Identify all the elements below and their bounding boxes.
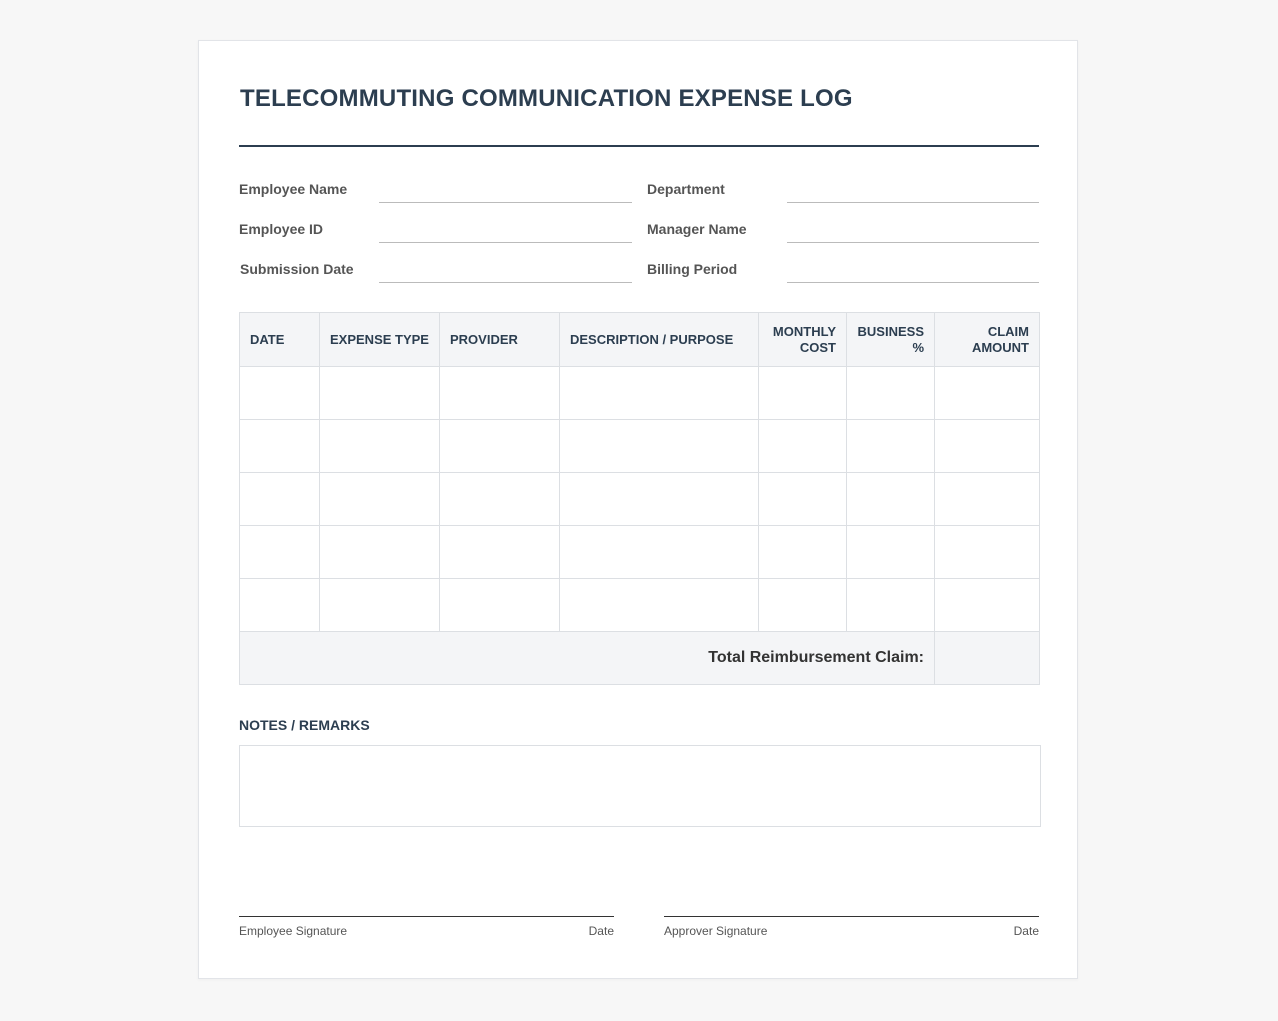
form-title: TELECOMMUTING COMMUNICATION EXPENSE LOG xyxy=(240,85,853,112)
business-percent-cell[interactable] xyxy=(847,420,935,473)
provider-cell[interactable] xyxy=(440,420,560,473)
header-monthly-cost: MONTHLY COST xyxy=(759,313,847,367)
department-label: Department xyxy=(647,181,725,197)
total-reimbursement-cell[interactable] xyxy=(935,632,1040,685)
expense-type-cell[interactable] xyxy=(320,579,440,632)
employee-id-field[interactable] xyxy=(379,221,632,243)
claim-amount-cell[interactable] xyxy=(935,579,1040,632)
expense-type-cell[interactable] xyxy=(320,473,440,526)
header-claim-amount: CLAIM AMOUNT xyxy=(935,313,1040,367)
claim-amount-cell[interactable] xyxy=(935,420,1040,473)
provider-cell[interactable] xyxy=(440,367,560,420)
notes-title: NOTES / REMARKS xyxy=(239,717,370,733)
table-row xyxy=(240,473,1040,526)
provider-cell[interactable] xyxy=(440,473,560,526)
date-cell[interactable] xyxy=(240,420,320,473)
description-cell[interactable] xyxy=(560,579,759,632)
business-percent-cell[interactable] xyxy=(847,526,935,579)
description-cell[interactable] xyxy=(560,526,759,579)
table-row xyxy=(240,367,1040,420)
expense-type-cell[interactable] xyxy=(320,367,440,420)
notes-box[interactable] xyxy=(239,745,1041,827)
claim-amount-cell[interactable] xyxy=(935,473,1040,526)
header-business-percent: BUSINESS % xyxy=(847,313,935,367)
employee-name-field[interactable] xyxy=(379,181,632,203)
date-cell[interactable] xyxy=(240,367,320,420)
description-cell[interactable] xyxy=(560,473,759,526)
expense-table xyxy=(239,312,1040,685)
submission-date-label: Submission Date xyxy=(240,261,354,277)
employee-signature-line[interactable] xyxy=(239,916,614,938)
approver-signature-label: Approver Signature xyxy=(664,924,768,938)
billing-period-label: Billing Period xyxy=(647,261,738,277)
monthly-cost-cell[interactable] xyxy=(759,367,847,420)
business-percent-cell[interactable] xyxy=(847,579,935,632)
date-cell[interactable] xyxy=(240,473,320,526)
table-row xyxy=(240,579,1040,632)
header-description: DESCRIPTION / PURPOSE xyxy=(560,313,759,367)
employee-name-label: Employee Name xyxy=(239,181,348,197)
business-percent-cell[interactable] xyxy=(847,473,935,526)
approver-signature-date-label: Date xyxy=(1013,924,1039,938)
header-date: DATE xyxy=(240,313,320,367)
date-cell[interactable] xyxy=(240,579,320,632)
employee-id-label: Employee ID xyxy=(239,221,324,237)
total-row xyxy=(240,632,1040,685)
submission-date-field[interactable] xyxy=(379,261,632,283)
description-cell[interactable] xyxy=(560,420,759,473)
billing-period-field[interactable] xyxy=(787,261,1039,283)
expense-type-cell[interactable] xyxy=(320,526,440,579)
expense-form-sheet xyxy=(198,40,1078,979)
monthly-cost-cell[interactable] xyxy=(759,526,847,579)
total-reimbursement-label: Total Reimbursement Claim: xyxy=(240,632,935,685)
monthly-cost-cell[interactable] xyxy=(759,420,847,473)
employee-signature-label: Employee Signature xyxy=(239,924,348,938)
header-provider: PROVIDER xyxy=(440,313,560,367)
monthly-cost-cell[interactable] xyxy=(759,579,847,632)
provider-cell[interactable] xyxy=(440,526,560,579)
manager-name-field[interactable] xyxy=(787,221,1039,243)
provider-cell[interactable] xyxy=(440,579,560,632)
business-percent-cell[interactable] xyxy=(847,367,935,420)
date-cell[interactable] xyxy=(240,526,320,579)
title-divider xyxy=(239,145,1039,147)
approver-signature-line[interactable] xyxy=(664,916,1039,938)
employee-signature-date-label: Date xyxy=(588,924,614,938)
expense-type-cell[interactable] xyxy=(320,420,440,473)
department-field[interactable] xyxy=(787,181,1039,203)
table-header-row xyxy=(240,313,1040,367)
description-cell[interactable] xyxy=(560,367,759,420)
table-row xyxy=(240,526,1040,579)
table-row xyxy=(240,420,1040,473)
claim-amount-cell[interactable] xyxy=(935,526,1040,579)
monthly-cost-cell[interactable] xyxy=(759,473,847,526)
manager-name-label: Manager Name xyxy=(647,221,747,237)
header-expense-type: EXPENSE TYPE xyxy=(320,313,440,367)
claim-amount-cell[interactable] xyxy=(935,367,1040,420)
